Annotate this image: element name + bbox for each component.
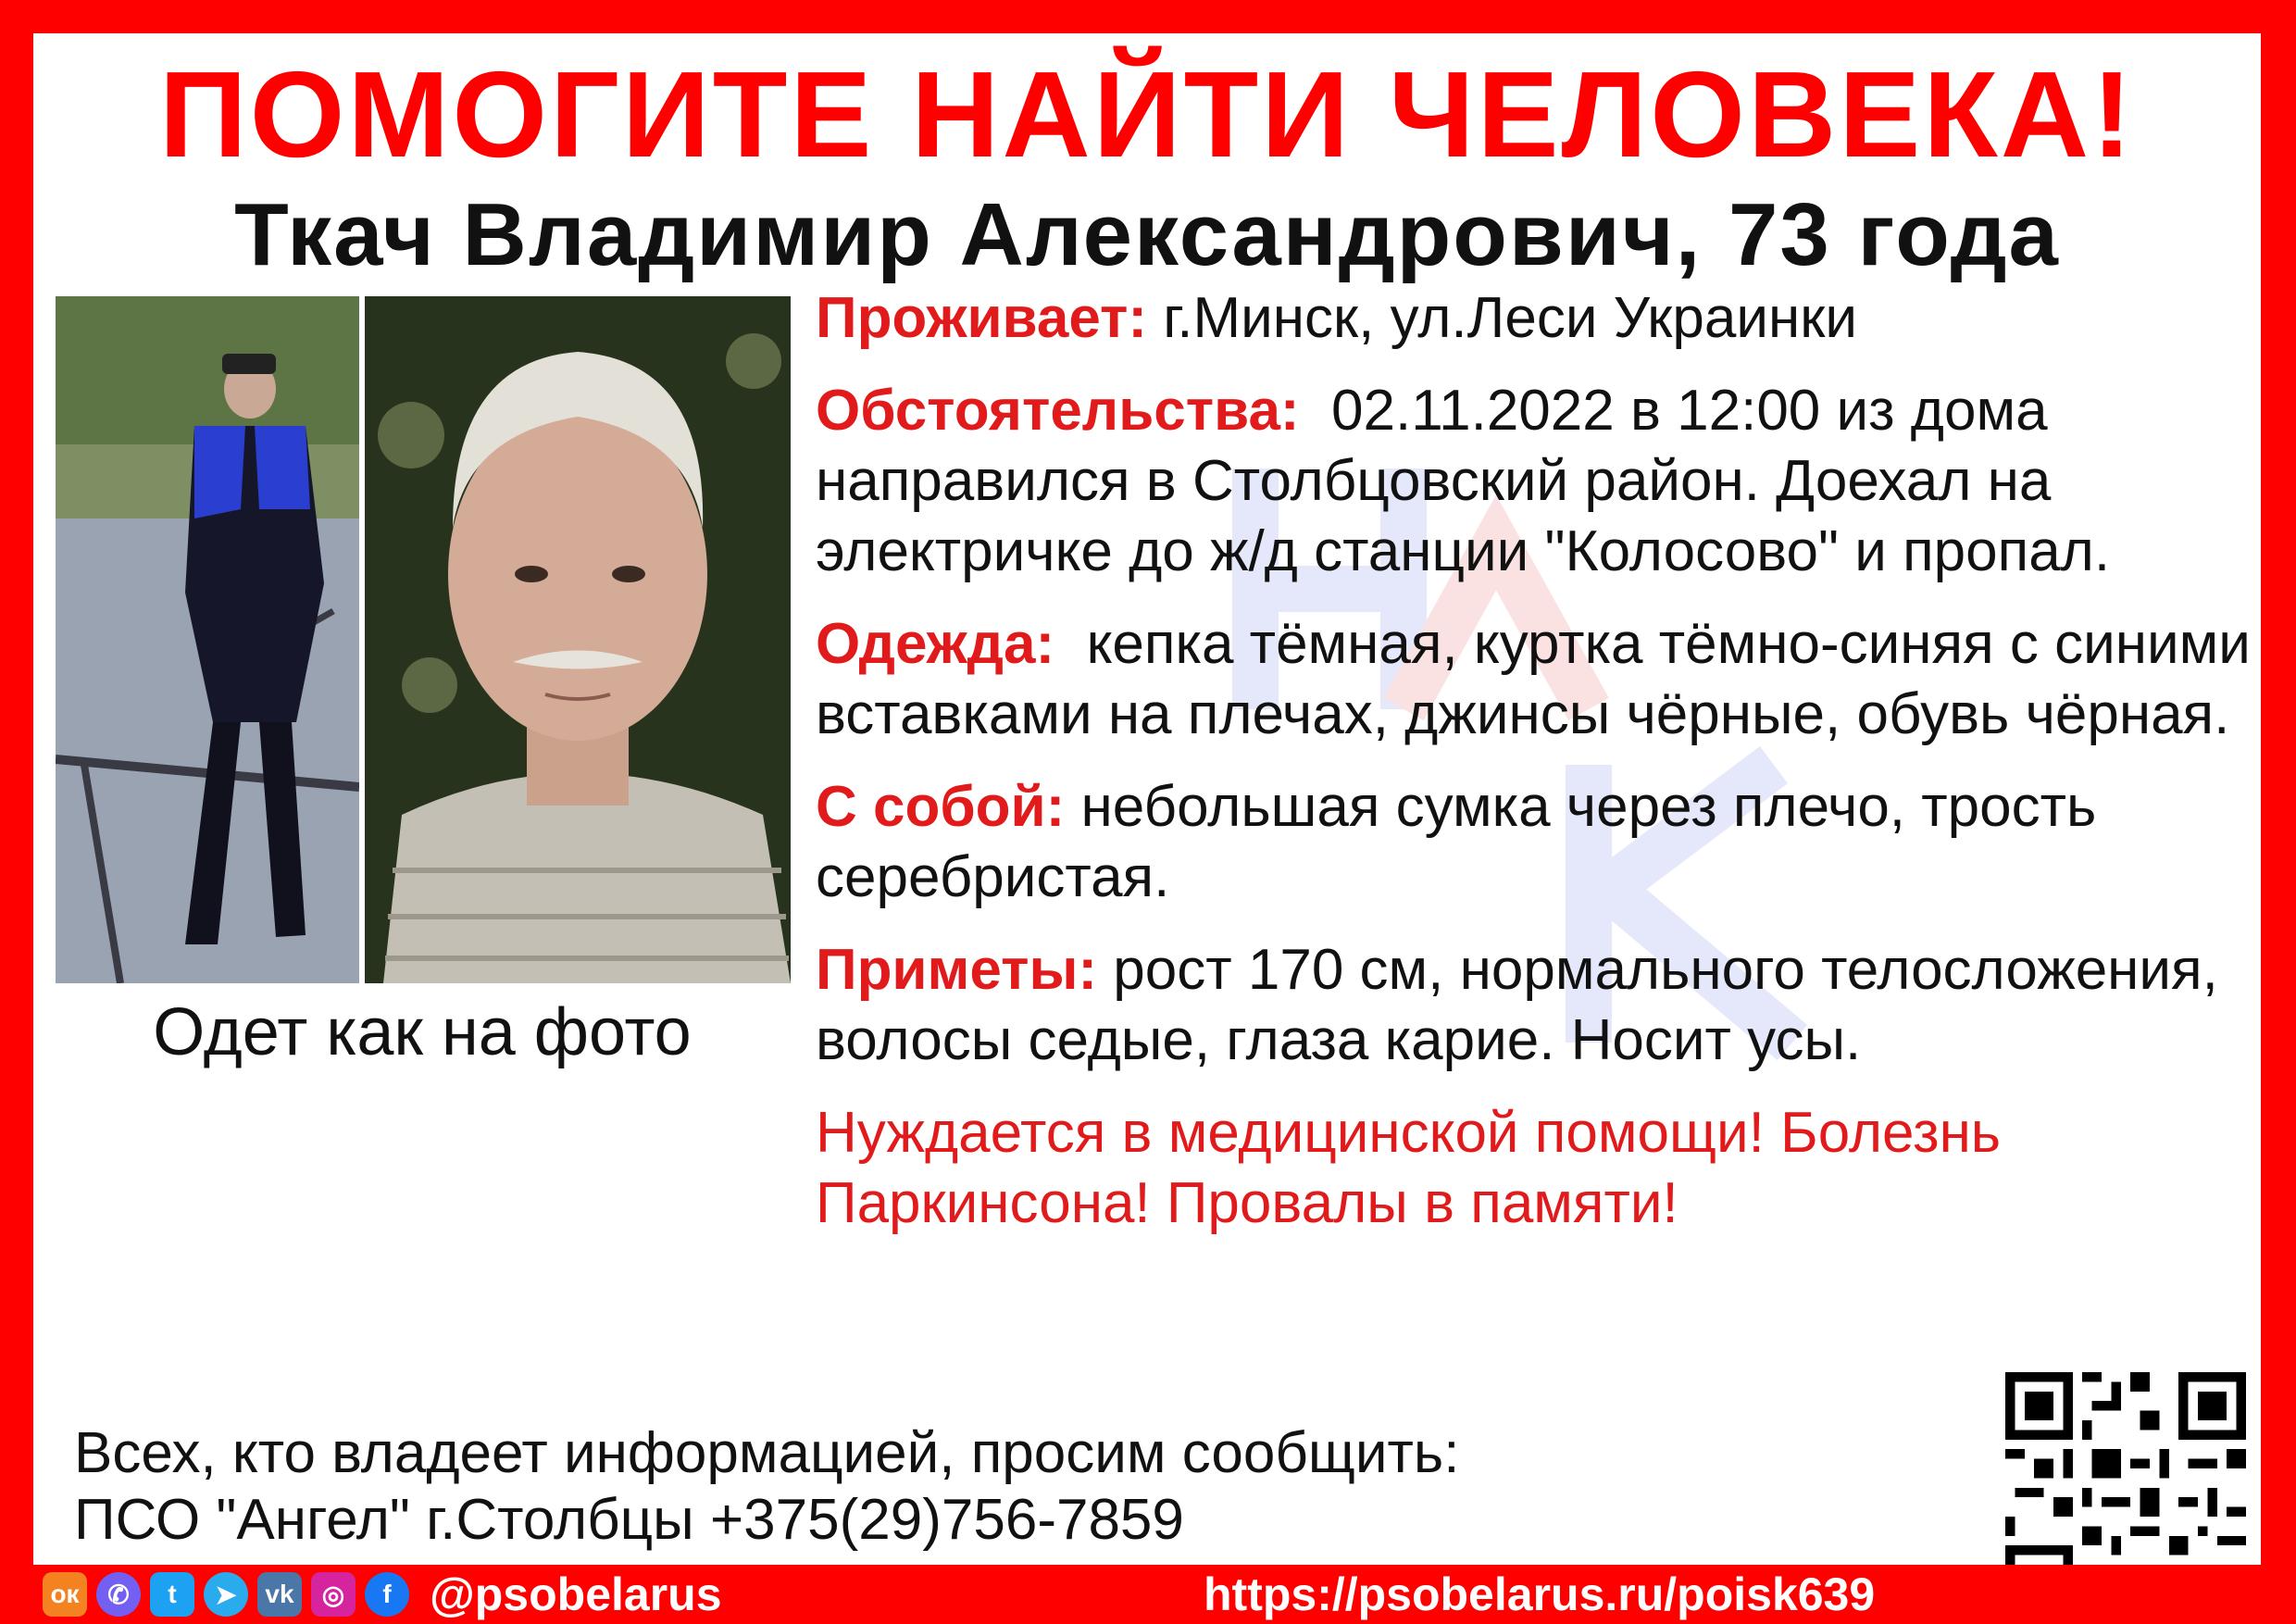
- detail-label: Одежда:: [816, 612, 1055, 676]
- detail-value: г.Минск, ул.Леси Украинки: [1163, 286, 1858, 350]
- detail-label: С собой:: [816, 775, 1066, 839]
- detail-label: Приметы:: [816, 938, 1098, 1002]
- detail-label: Обстоятельства:: [816, 379, 1300, 443]
- photo-fullbody: [56, 296, 359, 983]
- detail-label: Проживает:: [816, 286, 1148, 350]
- detail-residence: [816, 283, 2251, 354]
- detail-features: [816, 935, 2251, 1076]
- contact-request: Всех, кто владеет информацией, просим сообщить:: [74, 1421, 1460, 1485]
- poster-panel: [33, 33, 2261, 1570]
- detail-belongings: [816, 772, 2251, 913]
- detail-value: кепка тёмная, куртка тёмно-синяя с синими вставками на плечах, джинсы чёрные, обувь чёрная.: [816, 612, 2251, 746]
- contact-block: [74, 1420, 1459, 1554]
- detail-value: небольшая сумка через плечо, трость серебристая.: [816, 775, 2097, 909]
- instagram-icon[interactable]: ◎: [311, 1572, 356, 1617]
- poster-headline: ПОМОГИТЕ НАЙТИ ЧЕЛОВЕКА!: [158, 46, 2136, 182]
- twitter-icon[interactable]: t: [150, 1572, 194, 1617]
- facebook-icon[interactable]: f: [365, 1572, 409, 1617]
- detail-circumstances: [816, 376, 2251, 587]
- search-url-link[interactable]: https://psobelarus.ru/poisk639: [1204, 1568, 1876, 1620]
- social-handle[interactable]: @psobelarus: [430, 1568, 722, 1620]
- detail-value: рост 170 см, нормального телосложения, волосы седые, глаза карие. Носит усы.: [816, 938, 2218, 1072]
- detail-value: 02.11.2022 в 12:00 из дома направился в Столбцовский район. Доехал на электричке до ж/д станции "Колосово" и пропал.: [816, 379, 2111, 583]
- photo-portrait-image: [365, 296, 791, 983]
- person-name: Ткач Владимир Александрович, 73 года: [234, 185, 2060, 284]
- photo-fullbody-image: [56, 296, 359, 983]
- photo-portrait: [365, 296, 791, 983]
- viber-icon[interactable]: ✆: [96, 1572, 141, 1617]
- detail-clothing: [816, 609, 2251, 750]
- telegram-icon[interactable]: ➤: [204, 1572, 248, 1617]
- details-section: [816, 283, 2251, 1261]
- odnoklassniki-icon[interactable]: ок: [43, 1572, 87, 1617]
- photo-caption: Одет как на фото: [153, 995, 692, 1069]
- social-links: [43, 1568, 722, 1621]
- vk-icon[interactable]: vk: [257, 1572, 302, 1617]
- medical-warning: Нуждается в медицинской помощи! Болезнь Паркинсона! Провалы в памяти!: [816, 1101, 2002, 1235]
- contact-phone: ПСО "Ангел" г.Столбцы +375(29)756-7859: [74, 1488, 1184, 1552]
